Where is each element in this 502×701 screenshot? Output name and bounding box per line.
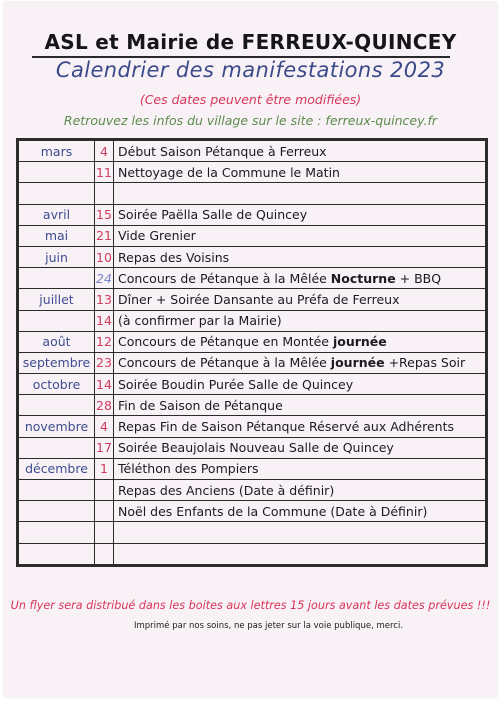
table-row	[19, 374, 486, 395]
row-day: 15	[95, 204, 114, 225]
event-text: + BBQ	[395, 270, 442, 286]
table-row	[19, 437, 486, 458]
event-text-bold: journée	[330, 355, 385, 371]
row-day: 10	[95, 246, 114, 267]
table-row	[19, 310, 486, 331]
row-month: juillet	[19, 289, 95, 310]
row-event	[114, 352, 486, 373]
row-month: septembre	[19, 352, 95, 373]
event-text: Concours de Pétanque en Montée	[118, 334, 333, 350]
event-text: Repas Fin de Saison Pétanque Réservé aux Adhérents	[118, 419, 454, 435]
table-row	[19, 204, 486, 225]
flyer-note: Un flyer sera distribué dans les boites aux lettres 15 jours avant les dates prévues !!!	[10, 599, 491, 612]
row-event	[114, 246, 486, 267]
row-event	[114, 501, 486, 522]
event-text: Concours de Pétanque à la Mêlée	[118, 355, 331, 371]
row-month	[19, 395, 95, 416]
event-text: Repas des Voisins	[118, 249, 230, 265]
table-row	[19, 522, 486, 543]
row-event	[114, 331, 486, 352]
event-text: (à confirmer par la Mairie)	[118, 313, 282, 329]
page-title: ASL et Mairie de FERREUX-QUINCEY	[44, 30, 457, 54]
event-text-bold: Nocturne	[330, 270, 396, 286]
row-day: 12	[95, 331, 114, 352]
row-event	[114, 458, 486, 479]
event-text: Soirée Paëlla Salle de Quincey	[118, 207, 308, 223]
event-text: +Repas Soir	[384, 355, 466, 371]
event-text: Dîner + Soirée Dansante au Préfa de Ferreux	[118, 291, 400, 307]
row-event	[114, 543, 486, 564]
row-event	[114, 225, 486, 246]
event-text: Fin de Saison de Pétanque	[118, 397, 283, 413]
event-text: Vide Grenier	[118, 228, 196, 244]
row-day: 1	[95, 458, 114, 479]
table-row	[19, 395, 486, 416]
row-month	[19, 480, 95, 501]
event-text-bold: journée	[332, 334, 387, 350]
table-row	[19, 183, 486, 204]
row-month	[19, 162, 95, 183]
row-day: 28	[95, 395, 114, 416]
table-row	[19, 416, 486, 437]
row-month: novembre	[19, 416, 95, 437]
event-text: Nettoyage de la Commune le Matin	[118, 164, 340, 180]
flyer-page	[4, 2, 497, 697]
row-month: août	[19, 331, 95, 352]
table-row	[19, 289, 486, 310]
row-event	[114, 437, 486, 458]
row-month	[19, 437, 95, 458]
row-month: juin	[19, 246, 95, 267]
row-event	[114, 162, 486, 183]
row-event	[114, 416, 486, 437]
row-day: 17	[95, 437, 114, 458]
row-day: 21	[95, 225, 114, 246]
event-text: Soirée Beaujolais Nouveau Salle de Quincey	[118, 440, 394, 456]
page-subtitle: Calendrier des manifestations 2023	[55, 58, 446, 82]
events-table	[16, 138, 488, 567]
row-day: 11	[95, 162, 114, 183]
row-event	[114, 268, 486, 289]
dates-note: (Ces dates peuvent être modifiées)	[139, 92, 362, 107]
row-day: 4	[95, 141, 114, 162]
row-month	[19, 268, 95, 289]
table-row	[19, 246, 486, 267]
events-table-body	[19, 141, 486, 565]
row-day	[95, 480, 114, 501]
row-day	[95, 543, 114, 564]
row-day: 24	[95, 268, 114, 289]
row-day: 4	[95, 416, 114, 437]
row-day: 13	[95, 289, 114, 310]
row-month	[19, 501, 95, 522]
event-text: Soirée Boudin Purée Salle de Quincey	[118, 376, 354, 392]
row-event	[114, 395, 486, 416]
event-text: Concours de Pétanque à la Mêlée	[118, 270, 331, 286]
table-row	[19, 543, 486, 564]
row-month: décembre	[19, 458, 95, 479]
website-note: Retrouvez les infos du village sur le site : ferreux-quincey.fr	[63, 113, 438, 128]
event-text: Téléthon des Pompiers	[118, 461, 259, 477]
row-month: avril	[19, 204, 95, 225]
table-row	[19, 162, 486, 183]
row-event	[114, 204, 486, 225]
event-text: Repas des Anciens (Date à définir)	[118, 482, 335, 498]
table-row	[19, 458, 486, 479]
event-text: Début Saison Pétanque à Ferreux	[118, 143, 327, 159]
print-notice: Imprimé par nos soins, ne pas jeter sur la voie publique, merci.	[133, 621, 404, 631]
table-row	[19, 352, 486, 373]
table-row	[19, 268, 486, 289]
row-event	[114, 183, 486, 204]
row-month: mars	[19, 141, 95, 162]
event-text: Noël des Enfants de la Commune (Date à Définir)	[118, 503, 428, 519]
row-event	[114, 141, 486, 162]
row-day	[95, 501, 114, 522]
row-month: mai	[19, 225, 95, 246]
row-month: octobre	[19, 374, 95, 395]
row-event	[114, 480, 486, 501]
row-month	[19, 183, 95, 204]
row-event	[114, 310, 486, 331]
table-row	[19, 225, 486, 246]
row-month	[19, 310, 95, 331]
table-row	[19, 501, 486, 522]
row-event	[114, 522, 486, 543]
row-day: 23	[95, 352, 114, 373]
table-row	[19, 331, 486, 352]
row-day	[95, 522, 114, 543]
table-row	[19, 480, 486, 501]
row-month	[19, 522, 95, 543]
row-event	[114, 289, 486, 310]
row-day: 14	[95, 374, 114, 395]
row-event	[114, 374, 486, 395]
row-month	[19, 543, 95, 564]
row-day: 14	[95, 310, 114, 331]
table-row	[19, 141, 486, 162]
row-day	[95, 183, 114, 204]
